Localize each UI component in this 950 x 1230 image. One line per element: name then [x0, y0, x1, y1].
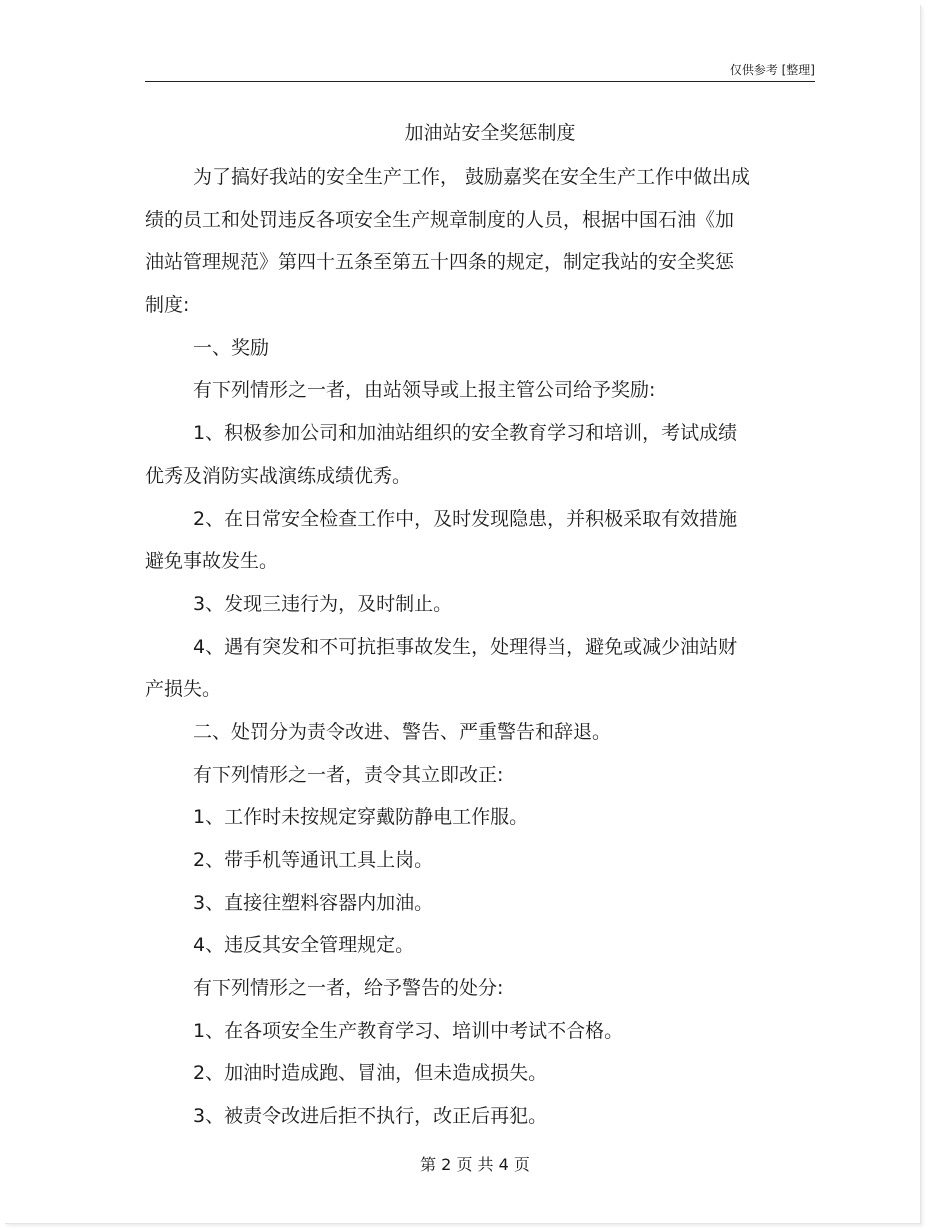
- document-page: [5, 5, 921, 1224]
- list-item: 3、被责令改进后拒不执行，改正后再犯。: [193, 1105, 548, 1128]
- list-item: 4、遇有突发和不可抗拒事故发生，处理得当，避免或减少油站财: [193, 635, 738, 658]
- list-item: 1、积极参加公司和加油站组织的安全教育学习和培训，考试成绩: [193, 422, 738, 445]
- section-heading: 一、奖励: [193, 336, 270, 359]
- list-item: 2、加油时造成跑、冒油，但未造成损失。: [193, 1062, 548, 1085]
- paragraph-line: 有下列情形之一者，由站领导或上报主管公司给予奖励:: [193, 379, 656, 402]
- paragraph-line: 油站管理规范》第四十五条至第五十四条的规定，制定我站的安全奖惩: [145, 251, 735, 274]
- list-item: 1、在各项安全生产教育学习、培训中考试不合格。: [193, 1019, 624, 1042]
- list-item: 4、违反其安全管理规定。: [193, 934, 415, 957]
- paragraph-line: 有下列情形之一者，责令其立即改正:: [193, 763, 504, 786]
- page-header: 仅供参考 [整理]: [145, 59, 815, 82]
- page-footer: 第 2 页 共 4 页: [420, 1155, 530, 1174]
- list-item-continuation: 优秀及消防实战演练成绩优秀。: [145, 464, 412, 487]
- paragraph-line: 有下列情形之一者，给予警告的处分:: [193, 977, 504, 1000]
- paragraph-line: 为了搞好我站的安全生产工作， 鼓励嘉奖在安全生产工作中做出成: [193, 166, 751, 188]
- document-body: [145, 161, 835, 1143]
- paragraph-line: 制度:: [145, 294, 190, 317]
- list-item: 2、在日常安全检查工作中，及时发现隐患，并积极采取有效措施: [193, 507, 738, 530]
- list-item: 3、直接往塑料容器内加油。: [193, 891, 434, 914]
- document-title: 加油站安全奖惩制度: [404, 122, 576, 144]
- list-item-continuation: 产损失。: [145, 678, 222, 701]
- section-heading: 二、处罚分为责令改进、警告、严重警告和辞退。: [193, 720, 612, 743]
- list-item: 3、发现三违行为，及时制止。: [193, 592, 453, 615]
- paragraph-line: 绩的员工和处罚违反各项安全生产规章制度的人员，根据中国石油《加: [145, 208, 735, 231]
- list-item: 2、带手机等通讯工具上岗。: [193, 849, 434, 871]
- list-item: 1、工作时未按规定穿戴防静电工作服。: [193, 806, 529, 829]
- list-item-continuation: 避免事故发生。: [145, 550, 279, 573]
